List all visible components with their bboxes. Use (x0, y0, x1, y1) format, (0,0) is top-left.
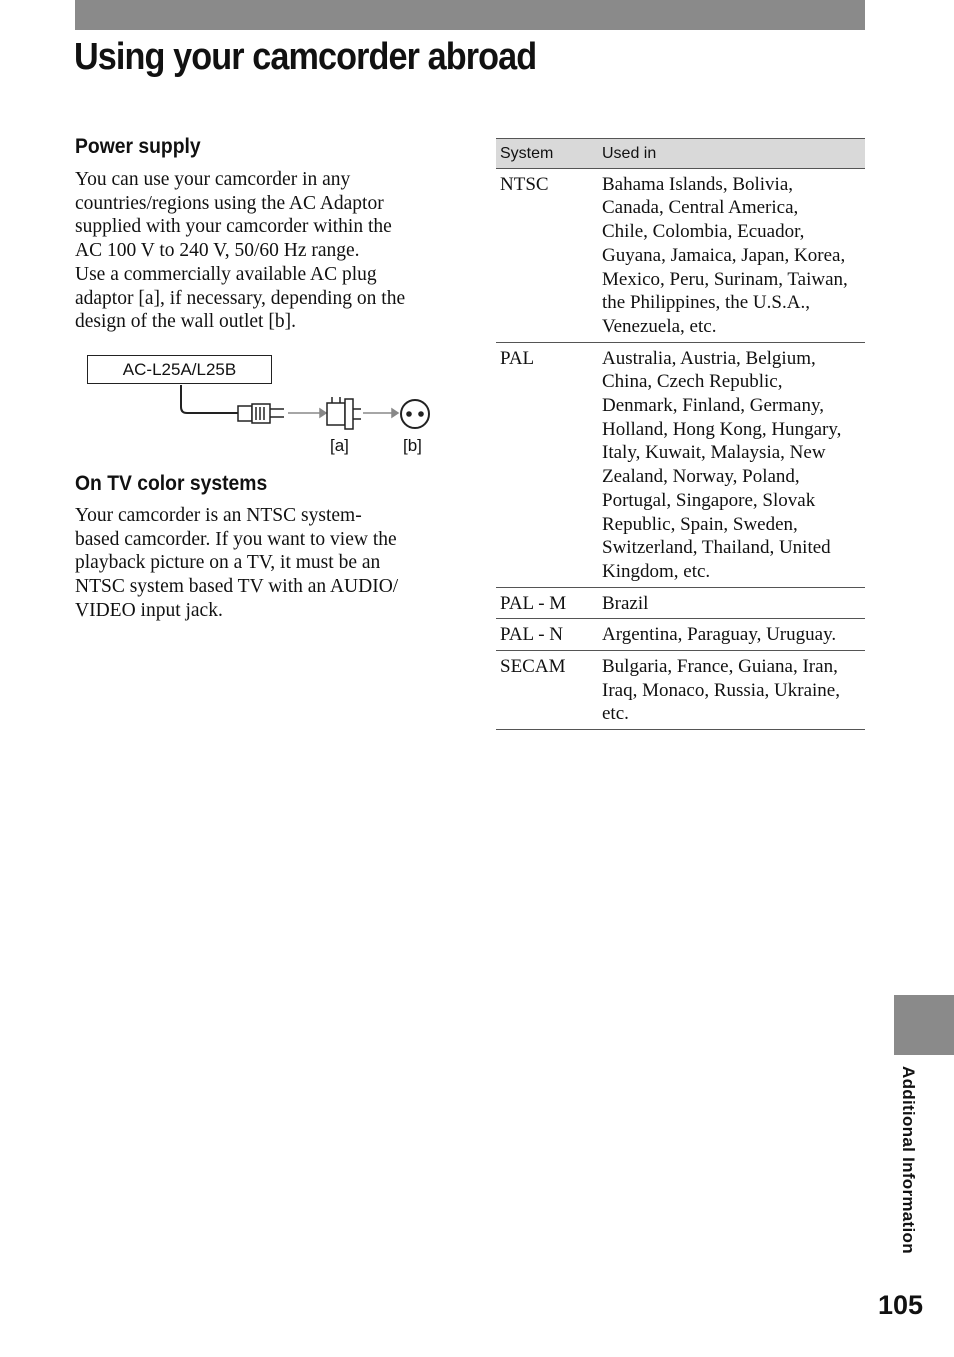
power-supply-heading: Power supply (75, 135, 201, 158)
page-number: 105 (878, 1290, 924, 1320)
arrow-to-adaptor-icon (288, 409, 326, 417)
system-cell: PAL - M (496, 587, 594, 619)
wall-outlet-icon (401, 400, 429, 428)
table-row (496, 651, 865, 730)
used-in-cell: Australia, Austria, Belgium, China, Czech Republic, Denmark, Finland, Germany, Holland, Hong Kong, Hungary, Italy, Kuwait, Malaysia, New Zealand, Norway, Poland, Portugal, Singapore, Slovak Republic, Spain, Sweden, Switzerland, Thailand, United Kingdom, etc. (594, 342, 865, 587)
table-row (496, 342, 865, 587)
used-in-cell: Brazil (594, 587, 865, 619)
used-in-cell: Bahama Islands, Bolivia, Canada, Central America, Chile, Colombia, Ecuador, Guyana, Jamaica, Japan, Korea, Mexico, Peru, Surinam, Taiwan, the Philippines, the U.S.A., Venezuela, etc. (594, 168, 865, 342)
plug-adaptor-diagram (170, 383, 440, 463)
header-bar (75, 0, 865, 30)
page-title: Using your camcorder abroad (74, 36, 537, 78)
used-in-cell: Bulgaria, France, Guiana, Iran, Iraq, Monaco, Russia, Ukraine, etc. (594, 651, 865, 730)
adaptor-callout-label: [a] (330, 436, 349, 455)
table-row (496, 587, 865, 619)
outlet-callout-label: [b] (403, 436, 422, 455)
plug-adaptor-icon (327, 397, 361, 429)
table-header-row (496, 139, 865, 169)
column-header-system: System (496, 139, 594, 169)
used-in-cell: Argentina, Paraguay, Uruguay. (594, 619, 865, 651)
tv-systems-table (496, 138, 865, 730)
power-supply-body: You can use your camcorder in any countries/regions using the AC Adaptor supplied with your camcorder within the AC 100 V to 240 V, 50/60 Hz range. Use a commercially available AC plug adaptor [a], if necessary, depending on the design of the wall outlet [b]. (75, 169, 406, 333)
system-cell: NTSC (496, 168, 594, 342)
section-tab-label: Additional Information (899, 1066, 918, 1254)
system-cell: SECAM (496, 651, 594, 730)
ac-plug-icon (238, 404, 284, 423)
system-cell: PAL - N (496, 619, 594, 651)
system-cell: PAL (496, 342, 594, 587)
tv-color-heading: On TV color systems (75, 472, 268, 495)
adaptor-model-label: AC-L25A/L25B (87, 355, 272, 384)
table-row (496, 168, 865, 342)
section-tab-marker (894, 995, 954, 1055)
power-cord (181, 385, 238, 413)
tv-color-body: Your camcorder is an NTSC system- based camcorder. If you want to view the playback picture on a TV, it must be an NTSC system based TV with an AUDIO/ VIDEO input jack. (75, 505, 399, 621)
table-row (496, 619, 865, 651)
arrow-to-outlet-icon (363, 409, 398, 417)
column-header-used-in: Used in (594, 139, 865, 169)
